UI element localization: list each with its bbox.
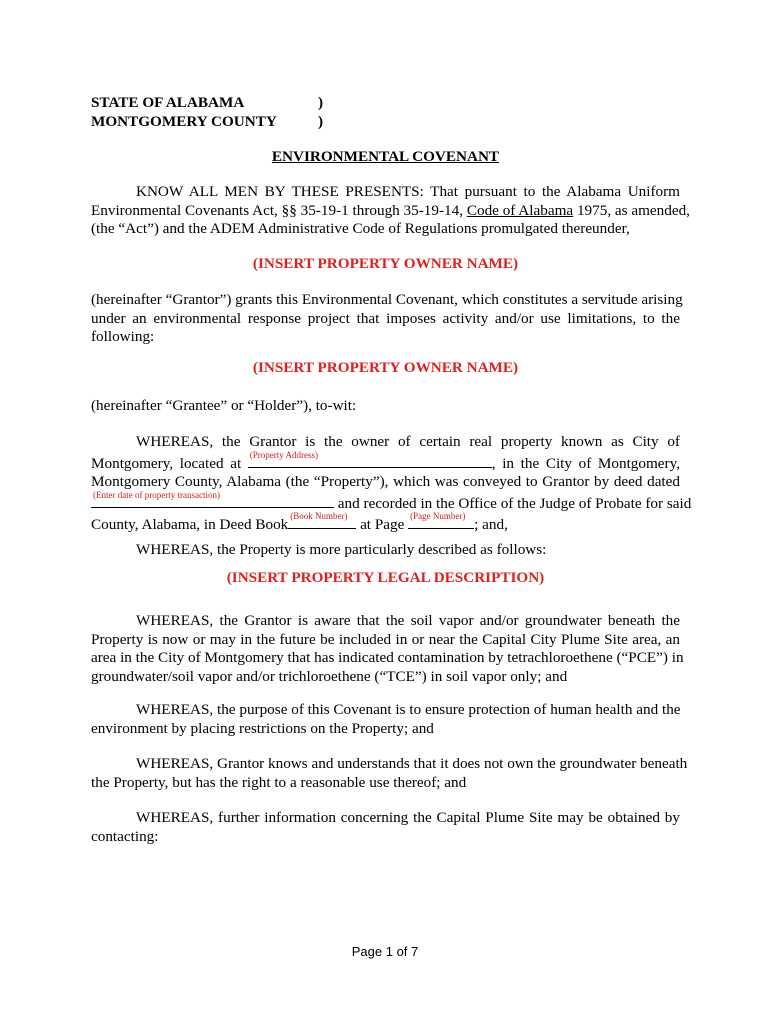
- whereas1-line-3: Montgomery County, Alabama (the “Property”), which was conveyed to Grantor by deed dated: [91, 473, 680, 491]
- caption-state: STATE OF ALABAMA: [91, 94, 245, 111]
- caption-county: MONTGOMERY COUNTY: [91, 113, 277, 130]
- grantor-line-3: following:: [91, 328, 155, 346]
- grantor-line-2: under an environmental response project that imposes activity and/or use limitations, to the: [91, 309, 680, 327]
- whereas3-line-1: WHEREAS, the Grantor is aware that the soil vapor and/or groundwater beneath the: [136, 612, 680, 629]
- whereas6-line-2: contacting:: [91, 827, 159, 845]
- whereas1-line-4b: and recorded in the Office of the Judge of Probate for said: [334, 494, 692, 512]
- caption-paren-1: ): [318, 94, 324, 111]
- whereas3-line-3: area in the City of Montgomery that has indicated contamination by tetrachloroethene (“PCE”) in: [91, 649, 684, 667]
- property-address-placeholder: (Property Address): [249, 449, 319, 460]
- page-number-placeholder: (Page Number): [410, 511, 466, 522]
- book-number-placeholder: (Book Number): [290, 511, 348, 522]
- intro-line-2b: 1975, as amended,: [573, 201, 690, 219]
- whereas1-line-5: [91, 513, 680, 535]
- intro-line-3: (the “Act”) and the ADEM Administrative Code of Regulations promulgated thereunder,: [91, 220, 630, 238]
- whereas4-line-2: environment by placing restrictions on the Property; and: [91, 719, 434, 737]
- legal-description-placeholder: (INSERT PROPERTY LEGAL DESCRIPTION): [226, 569, 545, 586]
- whereas1-line-1: WHEREAS, the Grantor is the owner of certain real property known as City of: [136, 433, 680, 450]
- intro-line-1: KNOW ALL MEN BY THESE PRESENTS: That pursuant to the Alabama Uniform: [136, 183, 680, 200]
- book-number-field[interactable]: [288, 513, 356, 529]
- whereas3-line-4: groundwater/soil vapor and/or trichloroethene (“TCE”) in soil vapor only; and: [91, 667, 568, 685]
- document-title: ENVIRONMENTAL COVENANT: [271, 148, 500, 165]
- whereas-owner-paragraph: [91, 433, 692, 535]
- whereas5-line-1: WHEREAS, Grantor knows and understands that it does not own the groundwater beneath: [136, 755, 688, 772]
- caption-paren-2: ): [318, 113, 324, 130]
- intro-line-2a: Environmental Covenants Act, §§ 35-19-1 through 35-19-14,: [91, 201, 467, 219]
- whereas1-line-5c: ; and,: [474, 516, 508, 534]
- intro-line-2: [91, 201, 690, 221]
- page-number-field[interactable]: [408, 513, 474, 529]
- whereas5-line-2: the Property, but has the right to a reasonable use thereof; and: [91, 773, 467, 791]
- property-address-field[interactable]: [248, 449, 492, 468]
- owner-name-placeholder-2: (INSERT PROPERTY OWNER NAME): [252, 359, 519, 376]
- whereas-purpose-paragraph: [91, 701, 680, 738]
- whereas3-line-2: Property is now or may in the future be included in or near the Capital City Plume Site area, an: [91, 630, 680, 648]
- whereas-description-line: WHEREAS, the Property is more particularly described as follows:: [136, 541, 547, 558]
- grantor-paragraph: [91, 291, 683, 347]
- whereas6-line-1: WHEREAS, further information concerning the Capital Plume Site may be obtained by: [136, 809, 680, 826]
- whereas1-line-2a: Montgomery, located at: [91, 454, 248, 472]
- whereas-contact-paragraph: [91, 809, 680, 846]
- whereas1-line-2b: , in the City of Montgomery,: [491, 454, 680, 472]
- page-number-footer: Page 1 of 7: [351, 944, 419, 959]
- grantor-line-1: (hereinafter “Grantor”) grants this Environmental Covenant, which constitutes a servitude arising: [91, 291, 683, 308]
- whereas1-line-5b: at Page: [356, 516, 409, 534]
- intro-paragraph: [91, 183, 690, 239]
- grantee-line: (hereinafter “Grantee” or “Holder”), to-wit:: [91, 397, 357, 414]
- transaction-date-field[interactable]: [91, 489, 334, 508]
- code-of-alabama: Code of Alabama: [466, 201, 574, 219]
- transaction-date-placeholder: (Enter date of property transaction): [93, 489, 220, 500]
- whereas-groundwater-paragraph: [91, 755, 688, 792]
- whereas-soil-paragraph: [91, 612, 684, 686]
- whereas1-line-2: [91, 449, 680, 474]
- whereas1-line-5a: County, Alabama, in Deed Book: [91, 516, 289, 534]
- whereas1-line-4: [91, 489, 692, 514]
- whereas4-line-1: WHEREAS, the purpose of this Covenant is to ensure protection of human health and the: [136, 701, 681, 718]
- owner-name-placeholder-1: (INSERT PROPERTY OWNER NAME): [252, 255, 519, 272]
